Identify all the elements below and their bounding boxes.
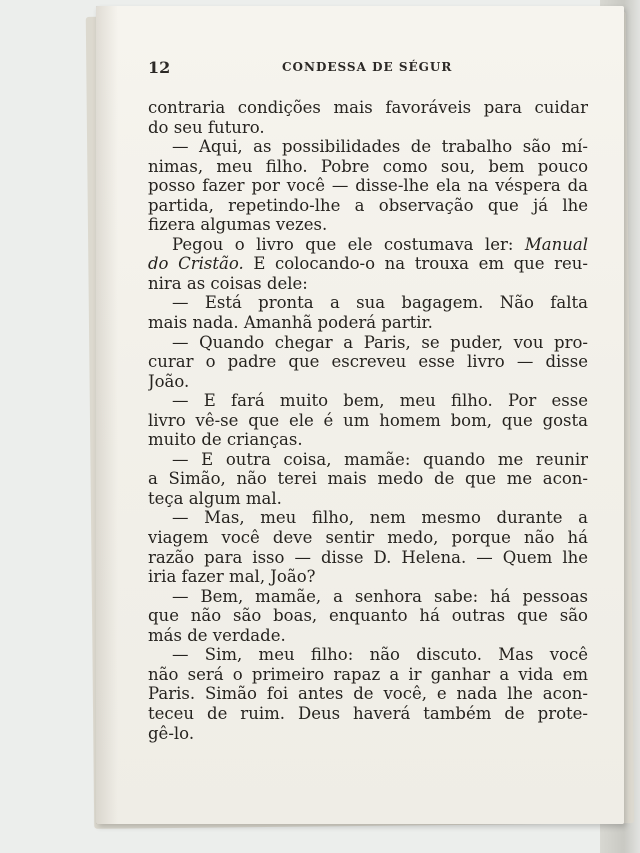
italic-title: do Cristão. — [148, 254, 244, 274]
text-line: fizera algumas vezes. — [148, 215, 328, 235]
text-line: — Está pronta a sua bagagem. Não falta — [172, 293, 588, 313]
text-line: partida, repetindo-lhe a observação que já lhe — [148, 195, 588, 215]
text-line: que não são boas, enquanto há outras que são — [148, 606, 588, 626]
text-line: — Bem, mamãe, a senhora sabe: há pessoas — [172, 586, 588, 606]
text-line: — Aqui, as possibilidades de trabalho são mí- — [172, 137, 588, 157]
text-line: — E outra coisa, mamãe: quando me reunir — [172, 449, 588, 469]
page-header — [148, 54, 588, 84]
text-line: — Mas, meu filho, nem mesmo durante a — [172, 508, 588, 528]
page-number: 12 — [148, 58, 171, 77]
text-line: teça algum mal. — [148, 488, 282, 508]
text-line: livro vê-se que ele é um homem bom, que gosta — [148, 410, 588, 430]
text-line: Pegou o livro que ele costumava ler: Manual — [172, 234, 588, 254]
text-line: não será o primeiro rapaz a ir ganhar a vida em — [148, 664, 588, 684]
text-line: muito de crianças. — [148, 430, 303, 450]
text-line: João. — [148, 371, 190, 391]
text-line: — E fará muito bem, meu filho. Por esse — [172, 391, 588, 411]
text-line: más de verdade. — [148, 625, 286, 645]
text-line: a Simão, não terei mais medo de que me acon- — [148, 469, 588, 489]
text-line: nira as coisas dele: — [148, 273, 308, 293]
text-line: viagem você deve sentir medo, porque não há — [148, 528, 588, 548]
running-head: CONDESSA DE SÉGUR — [282, 60, 453, 74]
body-text — [148, 98, 588, 743]
text-line: nimas, meu filho. Pobre como sou, bem pouco — [148, 156, 588, 176]
text-line: gê-lo. — [148, 723, 195, 743]
text-line: mais nada. Amanhã poderá partir. — [148, 313, 433, 333]
text-line: razão para isso — disse D. Helena. — Quem lhe — [148, 547, 588, 567]
text-line: iria fazer mal, João? — [148, 567, 316, 587]
italic-title: Manual — [524, 234, 588, 254]
text-line: — Sim, meu filho: não discuto. Mas você — [172, 645, 588, 665]
book-page — [96, 6, 624, 824]
text-line: do Cristão. E colocando-o na trouxa em que reu- — [148, 254, 588, 274]
text-line: posso fazer por você — disse-lhe ela na véspera da — [148, 176, 588, 196]
text-line: contraria condições mais favoráveis para cuidar — [148, 98, 588, 117]
text-line: do seu futuro. — [148, 117, 265, 137]
text-line: — Quando chegar a Paris, se puder, vou pro- — [172, 332, 588, 352]
text-line: curar o padre que escreveu esse livro — disse — [148, 352, 588, 372]
text-line: teceu de ruim. Deus haverá também de prote- — [148, 703, 588, 723]
text-line: Paris. Simão foi antes de você, e nada lhe acon- — [148, 684, 588, 704]
